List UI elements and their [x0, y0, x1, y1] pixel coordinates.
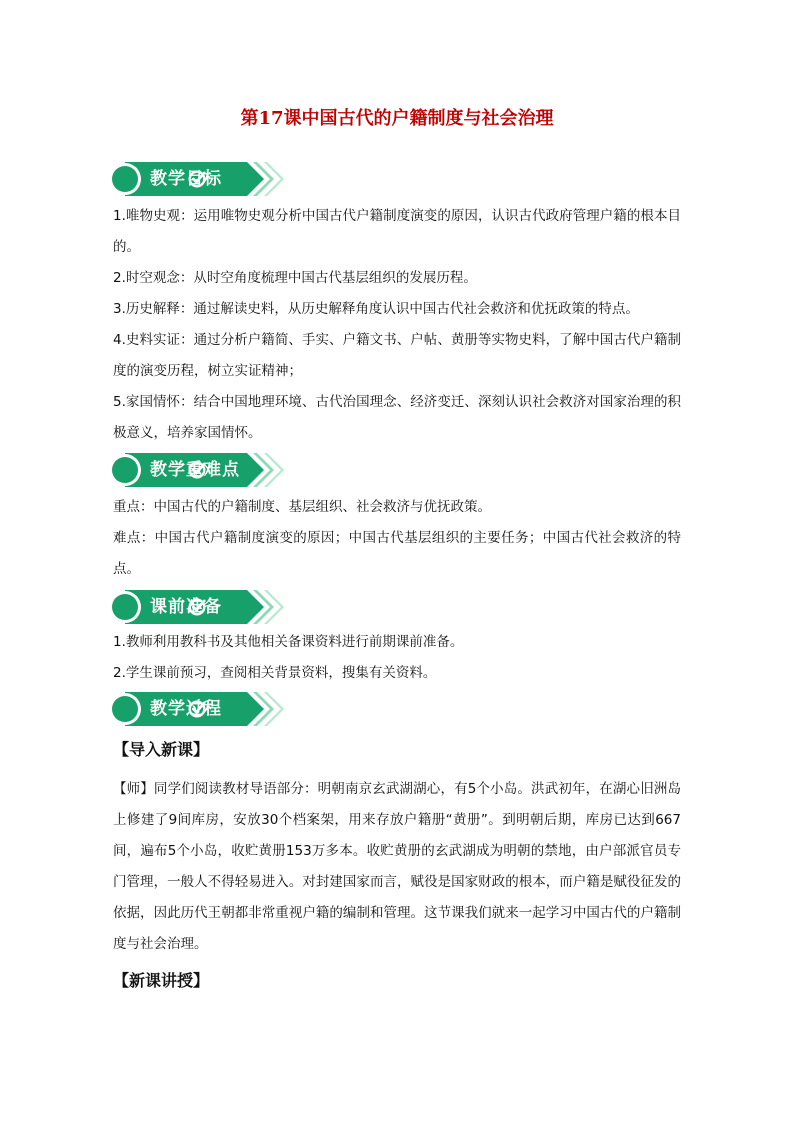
objective-item: 3.历史解释：通过解读史料，从历史解释角度认识中国古代社会救济和优抚政策的特点。	[113, 301, 639, 317]
section-heading: 教学过程	[150, 699, 222, 719]
difficulty-text: 难点：中国古代户籍制度演变的原因；中国古代基层组织的主要任务；中国古代社会救济的特点。	[113, 530, 681, 577]
preparation-item: 2.学生课前预习，查阅相关背景资料，搜集有关资料。	[113, 665, 437, 681]
objective-item: 5.家国情怀：结合中国地理环境、古代治国理念、经济变迁、深刻认识社会救济对国家治理的积极意义，培养家国情怀。	[113, 394, 681, 441]
section-heading: 教学重难点	[150, 460, 240, 480]
objective-item: 2.时空观念：从时空角度梳理中国古代基层组织的发展历程。	[113, 270, 477, 286]
preparation-item: 1.教师利用教科书及其他相关备课资料进行前期课前准备。	[113, 634, 464, 650]
page-title: 第17课中国古代的户籍制度与社会治理	[240, 108, 554, 129]
intro-paragraph: 【师】同学们阅读教材导语部分：明朝南京玄武湖湖心，有5个小岛。洪武初年，在湖心旧洲岛上修建了9间库房，安放30个档案架，用来存放户籍册“黄册”。到明朝后期，库房已达到667间，遍布5个小岛，收贮黄册153万多本。收贮黄册的玄武湖成为明朝的禁地，由户部派官员专门管理，一般人不得轻易进入。对封建国家而言，赋役是国家财政的根本，而户籍是赋役征发的依据，因此历代王朝都非常重视户籍的编制和管理。这节课我们就来一起学习中国古代的户籍制度与社会治理。	[113, 781, 681, 952]
objective-item: 4.史料实证：通过分析户籍简、手实、户籍文书、户帖、黄册等实物史料，了解中国古代户籍制度的演变历程，树立实证精神；	[113, 332, 681, 379]
section-badge-objectives	[107, 162, 287, 196]
section-badge-preparation	[107, 590, 287, 624]
section-badge-key-points	[107, 453, 287, 487]
section-heading: 教学目标	[150, 169, 222, 189]
section-heading: 课前准备	[150, 597, 222, 617]
intro-subheading: 【导入新课】	[113, 740, 210, 759]
new-lesson-subheading: 【新课讲授】	[113, 971, 210, 990]
focus-text: 重点：中国古代的户籍制度、基层组织、社会救济与优抚政策。	[113, 499, 491, 515]
objective-item: 1.唯物史观：运用唯物史观分析中国古代户籍制度演变的原因，认识古代政府管理户籍的根本目的。	[113, 208, 681, 255]
section-badge-process	[107, 692, 287, 726]
